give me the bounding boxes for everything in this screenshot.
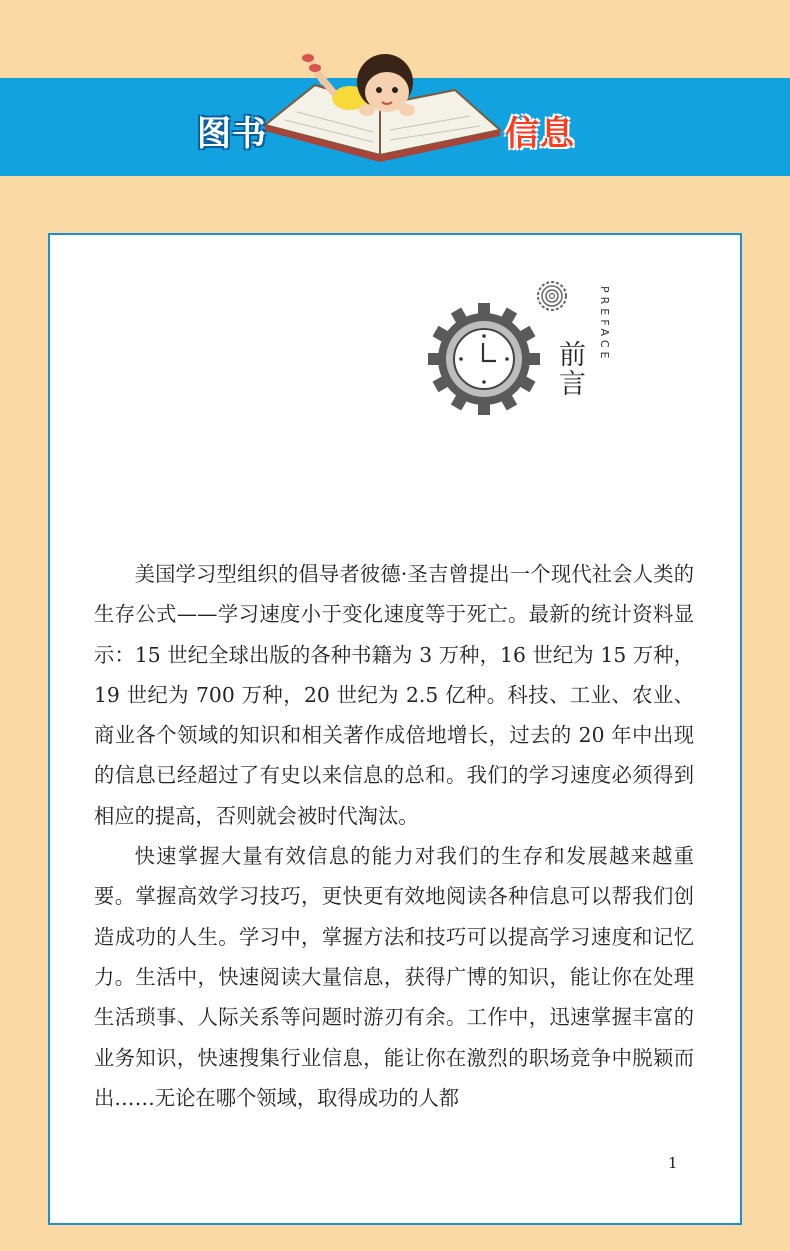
clock-gear-icon bbox=[428, 303, 540, 415]
preface-title-en: PREFACE bbox=[598, 286, 611, 363]
banner-word-left: 图书 bbox=[197, 114, 267, 154]
preface-title-cn: 前言 bbox=[554, 340, 585, 398]
page-number: 1 bbox=[668, 1154, 678, 1172]
banner-word-right: 信息 bbox=[505, 114, 575, 154]
paragraph-2: 快速掌握大量有效信息的能力对我们的生存和发展越来越重要。掌握高效学习技巧，更快更有效地阅读各种信息可以帮我们创造成功的人生。学习中，掌握方法和技巧可以提高学习速度和记忆力。生活中，快速阅读大量信息，获得广博的知识，能让你在处理生活琐事、人际关系等问题时游刃有余。工作中，迅速掌握丰富的业务知识，快速搜集行业信息，能让你在激烈的职场竞争中脱颖而出……无论在哪个领域，取得成功的人都 bbox=[94, 844, 694, 1110]
paragraph-1: 美国学习型组织的倡导者彼德·圣吉曾提出一个现代社会人类的生存公式——学习速度小于变化速度等于死亡。最新的统计资料显示：15 世纪全球出版的各种书籍为 3 万种，16 世纪为 15 万种，19 世纪为 700 万种，20 世纪为 2.5 亿种。科技、工业、农业、商业各个领域的知识和相关著作成倍地增长，过去的 20 年中出现的信息已经超过了有史以来信息的总和。我们的学习速度必须得到相应的提高，否则就会被时代淘汰。 bbox=[94, 562, 694, 828]
body-text bbox=[94, 554, 694, 1118]
small-gear-icon bbox=[535, 279, 569, 313]
reading-girl-illustration bbox=[255, 30, 505, 170]
